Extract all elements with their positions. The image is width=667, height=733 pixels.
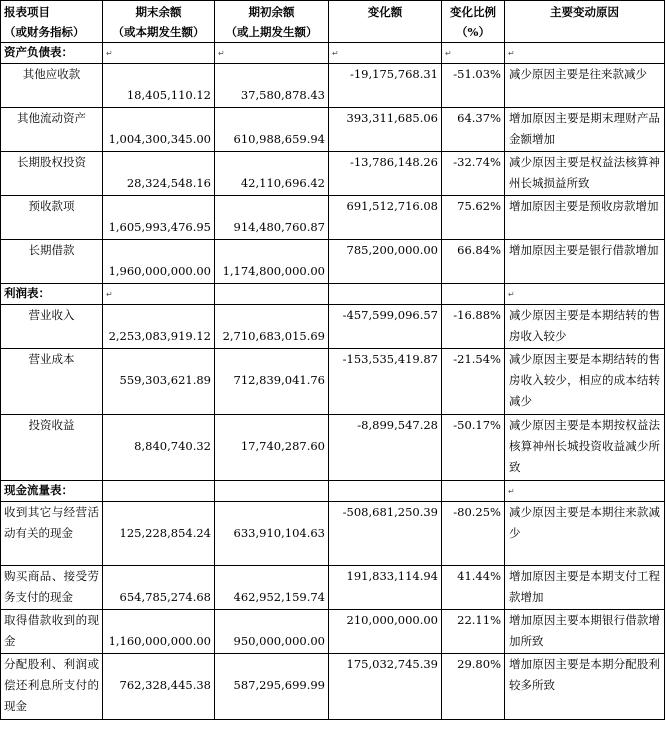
change-amount: -153,535,419.87 xyxy=(329,349,442,415)
table-row xyxy=(1,502,665,566)
end-balance: 18,405,110.12 xyxy=(103,64,215,108)
change-reason: 增加原因主要是银行借款增加 xyxy=(505,240,665,284)
item-name: 长期股权投资 xyxy=(1,152,103,196)
end-balance: 1,160,000,000.00 xyxy=(103,610,215,654)
change-ratio: -16.88% xyxy=(442,305,505,349)
begin-balance: 17,740,287.60 xyxy=(215,415,329,481)
end-balance: 559,303,621.89 xyxy=(103,349,215,415)
begin-balance: 2,710,683,015.69 xyxy=(215,305,329,349)
change-ratio: -80.25% xyxy=(442,502,505,566)
end-balance: 762,328,445.38 xyxy=(103,654,215,720)
item-name: 分配股利、利润或偿还利息所支付的现金 xyxy=(1,654,103,720)
change-amount: 691,512,716.08 xyxy=(329,196,442,240)
table-row xyxy=(1,566,665,610)
end-balance: 1,960,000,000.00 xyxy=(103,240,215,284)
begin-balance: 1,174,800,000.00 xyxy=(215,240,329,284)
begin-balance: 914,480,760.87 xyxy=(215,196,329,240)
change-reason: 减少原因主要是往来款减少 xyxy=(505,64,665,108)
change-amount: -508,681,250.39 xyxy=(329,502,442,566)
change-reason: 增加原因主要是期末理财产品金额增加 xyxy=(505,108,665,152)
change-amount: -457,599,096.57 xyxy=(329,305,442,349)
item-name: 投资收益 xyxy=(1,415,103,481)
change-ratio: 64.37% xyxy=(442,108,505,152)
change-reason: 增加原因主要是本期分配股利较多所致 xyxy=(505,654,665,720)
header-ratio: 变化比例 （%） xyxy=(442,1,505,43)
item-name: 预收款项 xyxy=(1,196,103,240)
change-ratio: 29.80% xyxy=(442,654,505,720)
change-reason: 减少原因主要是本期按权益法核算神州长城投资收益减少所致 xyxy=(505,415,665,481)
item-name: 其他流动资产 xyxy=(1,108,103,152)
change-amount: 191,833,114.94 xyxy=(329,566,442,610)
section-row-balance-sheet: 资产负债表： ↵ ↵ ↵ ↵ ↵ xyxy=(1,43,665,64)
table-row xyxy=(1,108,665,152)
change-ratio: 75.62% xyxy=(442,196,505,240)
change-ratio: -51.03% xyxy=(442,64,505,108)
change-ratio: -21.54% xyxy=(442,349,505,415)
change-amount: -13,786,148.26 xyxy=(329,152,442,196)
change-amount: 210,000,000.00 xyxy=(329,610,442,654)
end-balance: 654,785,274.68 xyxy=(103,566,215,610)
item-name: 长期借款 xyxy=(1,240,103,284)
end-balance: 8,840,740.32 xyxy=(103,415,215,481)
change-ratio: -32.74% xyxy=(442,152,505,196)
change-amount: 785,200,000.00 xyxy=(329,240,442,284)
section-label: 资产负债表： xyxy=(1,43,103,64)
table-header-row xyxy=(1,1,665,43)
header-item: 报表项目 （或财务指标） xyxy=(1,1,103,43)
end-balance: 2,253,083,919.12 xyxy=(103,305,215,349)
end-balance: 1,605,993,476.95 xyxy=(103,196,215,240)
begin-balance: 37,580,878.43 xyxy=(215,64,329,108)
header-reason: 主要变动原因 xyxy=(505,1,665,43)
begin-balance: 42,110,696.42 xyxy=(215,152,329,196)
change-reason: 减少原因主要是权益法核算神州长城损益所致 xyxy=(505,152,665,196)
end-balance: 28,324,548.16 xyxy=(103,152,215,196)
begin-balance: 712,839,041.76 xyxy=(215,349,329,415)
begin-balance: 587,295,699.99 xyxy=(215,654,329,720)
item-name: 其他应收款 xyxy=(1,64,103,108)
table-row xyxy=(1,64,665,108)
section-row-cash-flow: 现金流量表： ↵ xyxy=(1,481,665,502)
section-label: 现金流量表： xyxy=(1,481,103,502)
end-balance: 1,004,300,345.00 xyxy=(103,108,215,152)
change-reason: 减少原因主要是本期往来款减少 xyxy=(505,502,665,566)
table-row xyxy=(1,305,665,349)
begin-balance: 462,952,159.74 xyxy=(215,566,329,610)
begin-balance: 610,988,659.94 xyxy=(215,108,329,152)
change-ratio: 41.44% xyxy=(442,566,505,610)
header-begin-balance: 期初余额 （或上期发生额） xyxy=(215,1,329,43)
table-row xyxy=(1,240,665,284)
begin-balance: 633,910,104.63 xyxy=(215,502,329,566)
change-ratio: 66.84% xyxy=(442,240,505,284)
change-amount: -8,899,547.28 xyxy=(329,415,442,481)
table-row xyxy=(1,196,665,240)
change-ratio: 22.11% xyxy=(442,610,505,654)
header-end-balance: 期末余额 （或本期发生额） xyxy=(103,1,215,43)
table-row xyxy=(1,349,665,415)
table-row xyxy=(1,654,665,720)
change-reason: 增加原因主要是预收房款增加 xyxy=(505,196,665,240)
item-name: 取得借款收到的现金 xyxy=(1,610,103,654)
end-balance: 125,228,854.24 xyxy=(103,502,215,566)
begin-balance: 950,000,000.00 xyxy=(215,610,329,654)
change-amount: 175,032,745.39 xyxy=(329,654,442,720)
section-row-income-statement: 利润表： ↵ ↵ xyxy=(1,284,665,305)
change-amount: 393,311,685.06 xyxy=(329,108,442,152)
change-reason: 减少原因主要是本期结转的售房收入较少 xyxy=(505,305,665,349)
change-reason: 增加原因主要本期银行借款增加所致 xyxy=(505,610,665,654)
section-label: 利润表： xyxy=(1,284,103,305)
item-name: 营业成本 xyxy=(1,349,103,415)
item-name: 购买商品、接受劳务支付的现金 xyxy=(1,566,103,610)
table-row xyxy=(1,610,665,654)
change-ratio: -50.17% xyxy=(442,415,505,481)
change-reason: 增加原因主要是本期支付工程款增加 xyxy=(505,566,665,610)
change-amount: -19,175,768.31 xyxy=(329,64,442,108)
header-change: 变化额 xyxy=(329,1,442,43)
table-row xyxy=(1,415,665,481)
item-name: 营业收入 xyxy=(1,305,103,349)
item-name: 收到其它与经营活动有关的现金 xyxy=(1,502,103,566)
table-row xyxy=(1,152,665,196)
change-reason: 减少原因主要是本期结转的售房收入较少，相应的成本结转减少 xyxy=(505,349,665,415)
